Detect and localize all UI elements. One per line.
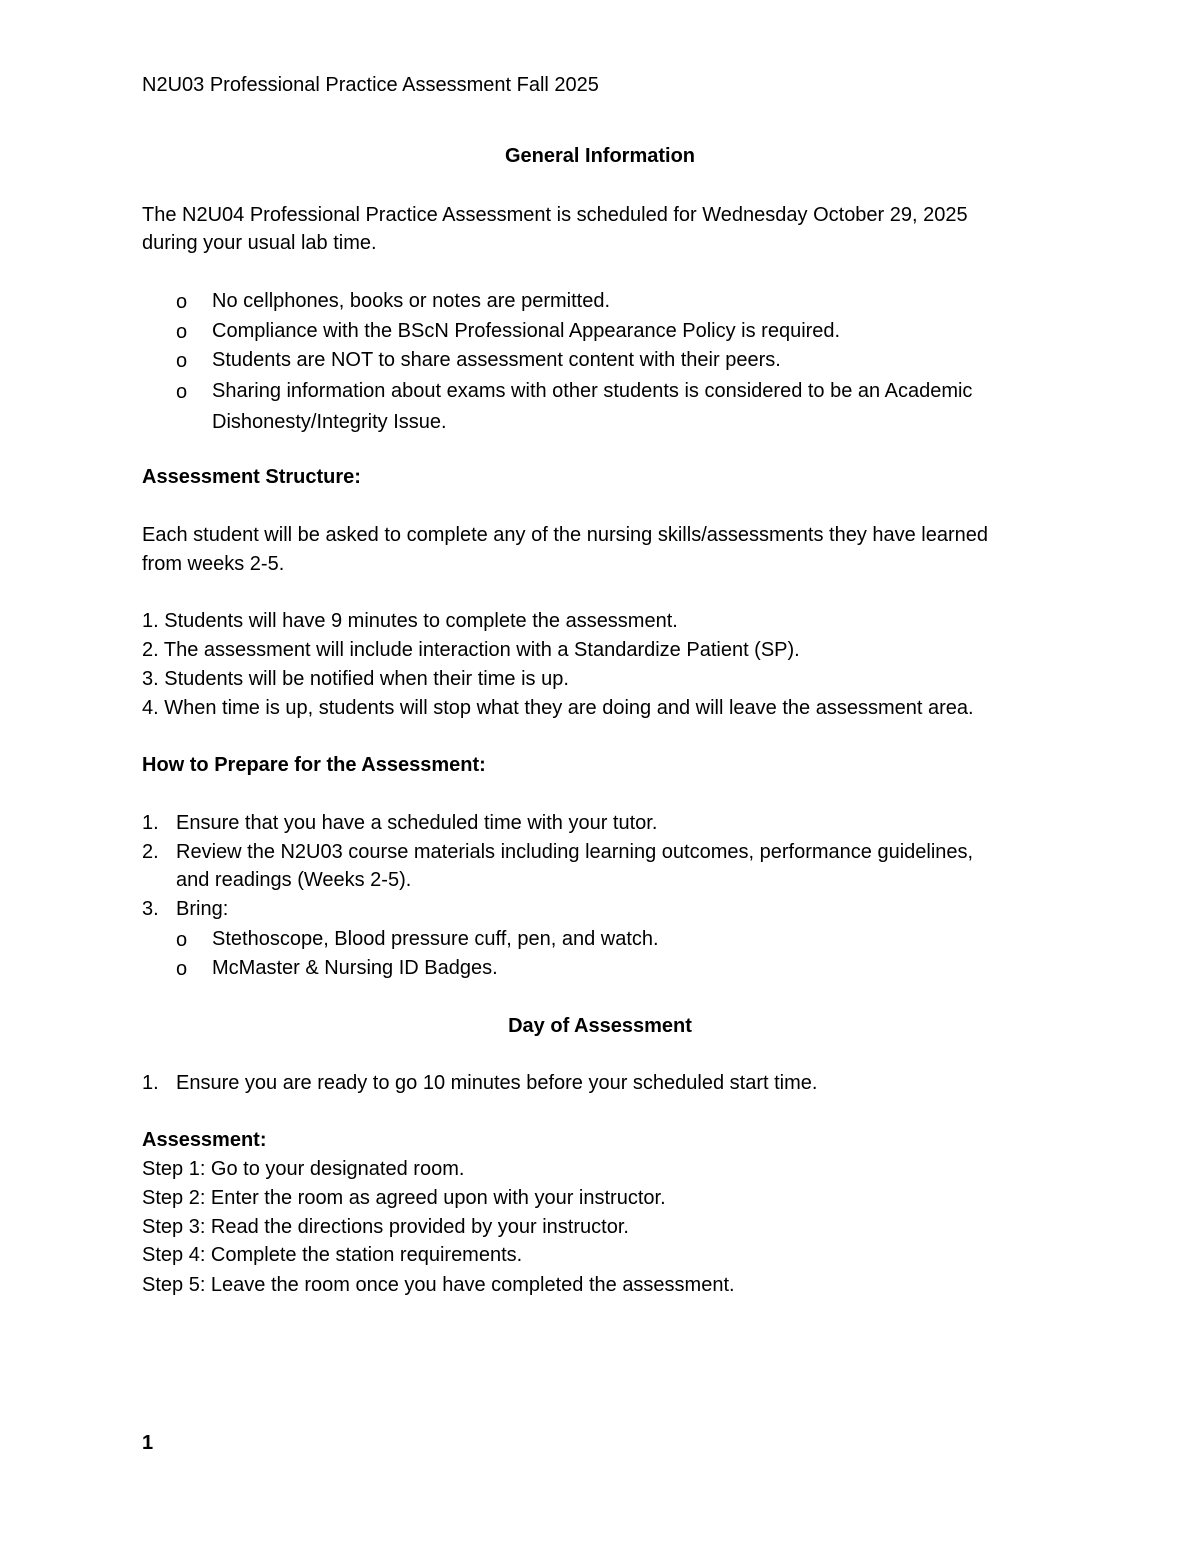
- running-header: N2U03 Professional Practice Assessment Fall 2025: [142, 74, 599, 96]
- bring-item: Stethoscope, Blood pressure cuff, pen, and watch.: [212, 928, 659, 950]
- prepare-item-number: 1.: [142, 812, 159, 834]
- assessment-step: Step 2: Enter the room as agreed upon with your instructor.: [142, 1187, 666, 1209]
- assessment-heading: Assessment:: [142, 1129, 267, 1151]
- bullet-marker: o: [176, 929, 188, 951]
- prepare-item: Bring:: [176, 898, 229, 920]
- assessment-structure-heading: Assessment Structure:: [142, 466, 361, 488]
- bullet-marker: o: [176, 321, 188, 343]
- structure-item: 3. Students will be notified when their time is up.: [142, 668, 569, 690]
- assessment-step: Step 4: Complete the station requirements.: [142, 1244, 523, 1266]
- bring-item: McMaster & Nursing ID Badges.: [212, 957, 498, 979]
- how-to-prepare-heading: How to Prepare for the Assessment:: [142, 754, 486, 776]
- rule-item: Compliance with the BScN Professional Appearance Policy is required.: [212, 320, 841, 342]
- prepare-item-number: 3.: [142, 898, 159, 920]
- prepare-item: Ensure that you have a scheduled time with your tutor.: [176, 812, 658, 834]
- bullet-marker: o: [176, 958, 188, 980]
- day-of-assessment-heading: Day of Assessment: [508, 1015, 692, 1037]
- rule-item: Students are NOT to share assessment content with their peers.: [212, 349, 781, 371]
- structure-intro-line-1: Each student will be asked to complete any of the nursing skills/assessments they have learned: [142, 524, 989, 546]
- bullet-marker: o: [176, 291, 188, 313]
- assessment-step: Step 5: Leave the room once you have completed the assessment.: [142, 1274, 735, 1296]
- prepare-item: Review the N2U03 course materials including learning outcomes, performance guidelines,: [176, 841, 974, 863]
- assessment-step: Step 3: Read the directions provided by your instructor.: [142, 1216, 629, 1238]
- rule-item: No cellphones, books or notes are permitted.: [212, 290, 610, 312]
- page-number: 1: [142, 1432, 154, 1454]
- assessment-step: Step 1: Go to your designated room.: [142, 1158, 465, 1180]
- general-intro-line-1: The N2U04 Professional Practice Assessment is scheduled for Wednesday October 29, 2025: [142, 204, 968, 226]
- general-intro-line-2: during your usual lab time.: [142, 232, 377, 254]
- rule-item-continued: Dishonesty/Integrity Issue.: [212, 411, 447, 433]
- bullet-marker: o: [176, 350, 188, 372]
- prepare-item-number: 2.: [142, 841, 159, 863]
- structure-item: 1. Students will have 9 minutes to complete the assessment.: [142, 610, 678, 632]
- day-item: Ensure you are ready to go 10 minutes before your scheduled start time.: [176, 1072, 818, 1094]
- bullet-marker: o: [176, 381, 188, 403]
- structure-intro-line-2: from weeks 2-5.: [142, 553, 285, 575]
- prepare-item-continued: and readings (Weeks 2-5).: [176, 869, 412, 891]
- rule-item: Sharing information about exams with other students is considered to be an Academic: [212, 380, 973, 402]
- structure-item: 2. The assessment will include interaction with a Standardize Patient (SP).: [142, 639, 800, 661]
- day-item-number: 1.: [142, 1072, 159, 1094]
- structure-item: 4. When time is up, students will stop what they are doing and will leave the assessment area.: [142, 697, 974, 719]
- general-information-heading: General Information: [504, 145, 696, 167]
